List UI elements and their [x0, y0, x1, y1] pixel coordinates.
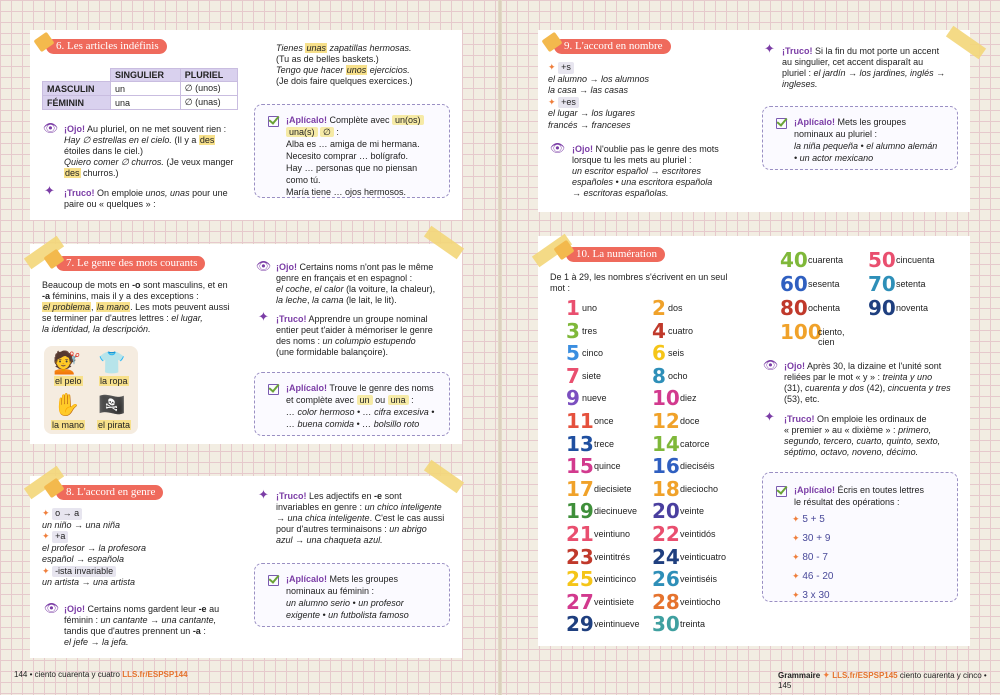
number-digit: 18 [652, 476, 680, 501]
checkbox-icon [268, 384, 279, 395]
number-word: diez [680, 393, 697, 404]
number-digit: 100 [780, 320, 822, 344]
footer-left: 144 • ciento cuarenta y cuatro LLS.fr/ESPSP144 [14, 670, 188, 679]
hand-picture: ✋ [53, 392, 81, 417]
sparkle-icon: ✦ [258, 309, 269, 324]
number-digit: 10 [652, 386, 680, 411]
number-word: noventa [896, 303, 929, 313]
number-word: tres [582, 325, 598, 336]
number-word: diecisiete [594, 483, 632, 494]
number-digit: 30 [652, 612, 680, 637]
number-word: doce [680, 416, 700, 426]
articles-table: SINGULIER PLURIEL MASCULIN un ∅ (unos) FÉMININ una ∅ (unas) [42, 68, 238, 110]
number-digit: 7 [566, 363, 580, 388]
number-word: ochenta [808, 303, 841, 313]
sparkle-icon: ✦ [764, 409, 775, 424]
truco-note-6: ¡Truco! On emploie unos, unas pour une paire ou « quelques » : [64, 188, 228, 209]
section-6-title: 6. Les articles indéfinis [46, 39, 167, 54]
number-digit: 2 [652, 296, 666, 320]
number-word: cuarenta [808, 255, 844, 265]
section-8-title: 8. L'accord en genre [56, 485, 163, 500]
number-word: cuatro [668, 325, 694, 336]
footer-link-right[interactable]: LLS.fr/ESPSP145 [832, 671, 898, 680]
rules-9: ✦ +s el alumno → los alumnos la casa → las casas ✦ +es el lugar → los lugares francés → franceses [548, 62, 650, 130]
truco-note-9: ¡Truco! Si la fin du mot porte un accent au singulier, cet accent disparaît au pluriel : el jardín → los jardines, inglés → ingleses. [782, 46, 946, 89]
aplicalo-9: ¡Aplícalo! Mets les groupes nominaux au pluriel : la niña pequeña • el alumno alemán • un actor mexicano [794, 117, 938, 163]
number-word: siete [582, 370, 602, 381]
aplicalo-8: ¡Aplícalo! Mets les groupes nominaux au féminin : un alumno serio • un profesor exigente • un futbolista famoso [286, 574, 409, 620]
number-word: veintisiete [594, 596, 635, 607]
number-digit: 50 [868, 248, 896, 272]
number-word: veintitrés [594, 551, 631, 562]
number-word: veintiuno [594, 529, 631, 539]
number-word: veintiséis [680, 574, 718, 585]
truco-note-7: ¡Truco! Apprendre un groupe nominal entier peut t'aider à mémoriser le genre des noms : un columpio estupendo (une formidable balançoire). [276, 314, 433, 357]
eye-icon: 👁 [550, 141, 566, 155]
number-digit: 6 [652, 341, 666, 366]
section-7-title: 7. Le genre des mots courants [56, 256, 205, 271]
number-word: ocho [668, 370, 688, 381]
number-digit: 70 [868, 272, 896, 296]
number-digit: 11 [566, 409, 594, 433]
checkbox-icon [268, 575, 279, 586]
eye-icon: 👁 [44, 601, 60, 615]
numbers-intro: De 1 à 29, les nombres s'écrivent en un seul mot : [550, 272, 728, 293]
number-digit: 80 [780, 296, 808, 320]
operations-list: ✦ 5 + 5 ✦ 30 + 9 ✦ 80 - 7 ✦ 46 - 20 ✦ 3 x 30 [792, 514, 834, 601]
number-word: veintiocho [680, 596, 721, 607]
aplicalo-10: ¡Aplícalo! Écris en toutes lettres le résultat des opérations : [794, 485, 925, 507]
number-word: seis [668, 348, 685, 359]
ojo-note-7: ¡Ojo! Certains noms n'ont pas le même genre en français et en espagnol : el coche, el calor (la voiture, la chaleur), la leche, la cama (le lait, le lit). [276, 262, 436, 305]
number-word: cinco [582, 348, 604, 359]
number-word: veinticinco [594, 574, 637, 585]
rules-8: ✦ o → a un niño → una niña ✦ +a el profesor → la profesora español → española ✦ -ista invariable un artista → una artista [42, 508, 147, 587]
sparkle-icon: ✦ [258, 487, 269, 502]
number-word: veinticuatro [680, 551, 727, 562]
sparkle-icon: ✦ [764, 41, 775, 56]
number-word: veinte [680, 506, 705, 517]
number-word: once [594, 416, 614, 426]
aplicalo-6: ¡Aplícalo! Complète avec un(os) una(s) ∅ : Alba es … amiga de mi hermana. Necesito comprar … bolígrafo. Hay … personas que no piensan como tú. María tiene … ojos hermosos. [286, 114, 446, 198]
pirate-picture: 🏴‍☠️ [98, 392, 126, 417]
number-word: dos [668, 303, 683, 313]
number-digit: 1 [566, 296, 580, 320]
number-word: dieciséis [680, 461, 715, 472]
number-digit: 27 [566, 589, 594, 614]
number-digit: 25 [566, 567, 594, 592]
truco-note-8: ¡Truco! Les adjectifs en -e sont invariables en genre : un chico inteligente → una chica inteligente. C'est le cas aussi pour d'autres terminaisons : un abrigo azul → una chaqueta azul. [276, 491, 445, 545]
eye-icon: 👁 [256, 259, 272, 273]
number-digit: 9 [566, 386, 580, 411]
number-word: nueve [582, 393, 607, 404]
number-digit: 60 [780, 272, 808, 296]
picture-label: la mano [52, 420, 85, 430]
footer-right: Grammaire ✦ LLS.fr/ESPSP145 ciento cuarenta y cinco • 145 [778, 670, 987, 690]
number-digit: 19 [566, 499, 594, 524]
picture-label: el pelo [55, 376, 82, 386]
number-word: veintinueve [594, 619, 640, 630]
eye-icon: 👁 [763, 358, 779, 372]
number-digit: 40 [780, 248, 808, 272]
number-word: dieciocho [680, 483, 719, 494]
number-digit: 16 [652, 454, 680, 479]
number-word: uno [582, 303, 598, 313]
number-digit: 29 [566, 612, 594, 637]
number-digit: 20 [652, 499, 680, 524]
number-digit: 12 [652, 409, 680, 433]
ojo-note-6: ¡Ojo! Au pluriel, on ne met souvent rien : Hay ∅ estrellas en el cielo. (Il y a des étoiles dans le ciel.) Quiero comer ∅ churros. (Je veux manger des churros.) [64, 124, 234, 178]
picture-label: el pirata [98, 420, 131, 430]
number-digit: 13 [566, 431, 594, 456]
number-digit: 21 [566, 522, 594, 546]
shirt-picture: 👕 [98, 350, 126, 375]
aplicalo-7: ¡Aplícalo! Trouve le genre des noms et complète avec un ou una : … color hermoso • … cifra excesiva • … buena comida • … bolsillo roto [286, 383, 435, 429]
number-digit: 5 [566, 341, 580, 366]
checkbox-icon [776, 486, 787, 497]
footer-link-left[interactable]: LLS.fr/ESPSP144 [122, 670, 188, 679]
number-digit: 22 [652, 522, 680, 546]
number-digit: 8 [652, 363, 666, 388]
book-spine [498, 0, 502, 695]
number-word: diecinueve [594, 506, 638, 517]
number-word: catorce [680, 438, 710, 449]
number-word: trece [594, 438, 615, 449]
number-digit: 23 [566, 544, 594, 569]
picture-label: la ropa [100, 376, 128, 386]
sparkle-icon: ✦ [44, 183, 55, 198]
ojo-note-10: ¡Ojo! Après 30, la dizaine et l'unité sont reliées par le mot « y » : treinta y uno (31), cuarenta y dos (42), cincuenta y tres (53), etc. [784, 361, 951, 404]
number-digit: 15 [566, 454, 594, 479]
number-digit: 17 [566, 476, 594, 501]
number-digit: 26 [652, 567, 680, 592]
number-digit: 90 [868, 296, 896, 320]
number-word: cincuenta [896, 255, 935, 265]
checkbox-icon [268, 116, 279, 127]
number-digit: 3 [566, 318, 580, 343]
number-word: ciento, cien [818, 327, 845, 347]
ojo-note-8: ¡Ojo! Certains noms gardent leur -e au féminin : un cantante → una cantante, tandis que d'autres prennent un -a : el jefe → la jefa. [64, 604, 220, 647]
eye-icon: 👁 [43, 121, 59, 135]
hair-picture: 💇 [53, 350, 81, 375]
number-word: sesenta [808, 279, 840, 289]
number-word: quince [594, 461, 621, 472]
number-digit: 4 [652, 318, 666, 343]
number-word: treinta [680, 619, 706, 630]
section-9-title: 9. L'accord en nombre [554, 39, 671, 54]
examples-6: Tienes unas zapatillas hermosas. (Tu as de belles baskets.) Tengo que hacer unos ejercicios. (Je dois faire quelques exercices.) [276, 43, 413, 86]
checkbox-icon [776, 118, 787, 129]
truco-note-10: ¡Truco! On emploie les ordinaux de « premier » au « dixième » : primero, segundo, tercero, cuarto, quinto, sexto, séptimo, octavo, noveno, décimo. [784, 414, 941, 457]
section-10-title: 10. La numération [566, 247, 665, 262]
number-digit: 14 [652, 431, 680, 456]
number-digit: 24 [652, 544, 680, 569]
ojo-note-9: ¡Ojo! N'oublie pas le genre des mots lorsque tu les mets au pluriel : un escritor español → escritores españoles • una escritora española → escritoras españolas. [572, 144, 719, 198]
number-word: setenta [896, 279, 926, 289]
number-digit: 28 [652, 589, 680, 614]
number-word: veintidós [680, 529, 716, 539]
genre-intro: Beaucoup de mots en -o sont masculins, et en -a féminins, mais il y a des exceptions : el problema, la mano. Les mots peuvent aussi se terminer par d'autres lettres : el lugar, la identidad, la descripción. [42, 280, 230, 334]
